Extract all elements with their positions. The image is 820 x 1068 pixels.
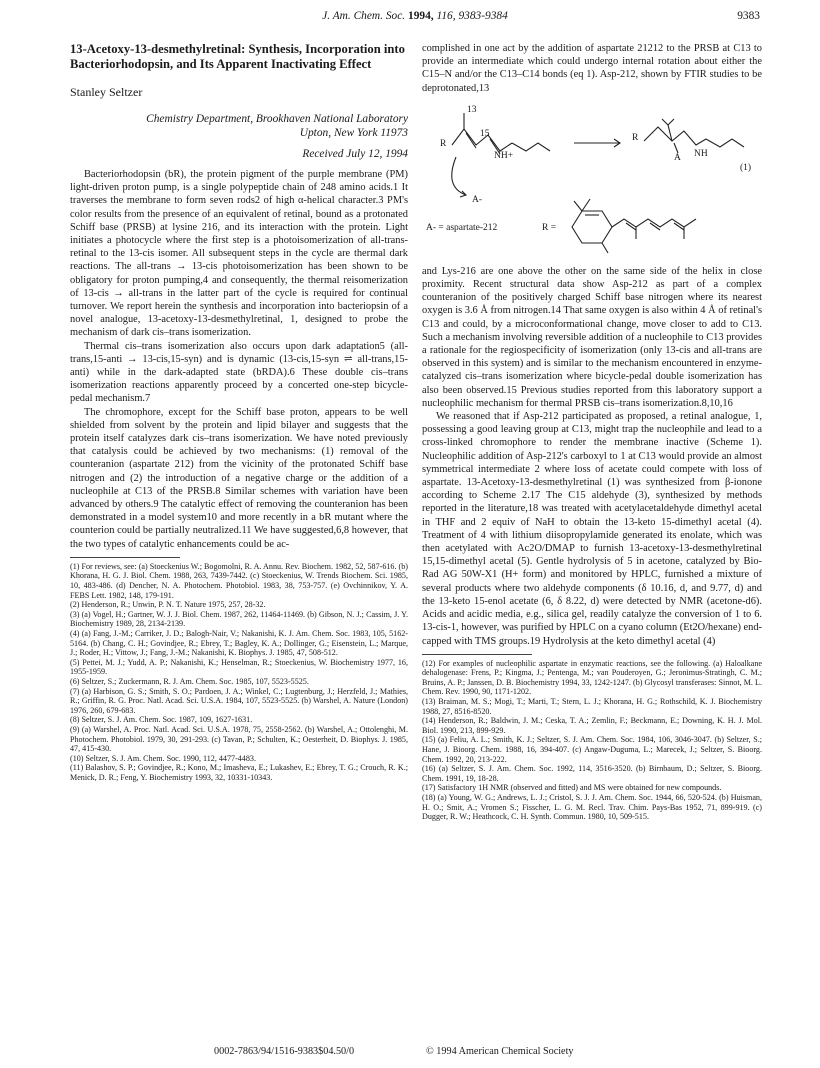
journal-year: 1994, — [408, 10, 434, 22]
journal-pages: 9383-9384 — [458, 10, 508, 22]
footnote: (17) Satisfactory 1H NMR (observed and fitted) and MS were obtained for new compounds. — [422, 783, 722, 793]
footnote: (11) Balashov, S. P.; Govindjee, R.; Kono, M.; Imasheva, E.; Lukashev, E.; Ebrey, T. G.; Crouch, R. K.; Menick, D. R.; Feng, Y. Biochemistry 1993, 32, 10331-10343. — [70, 763, 408, 782]
footnote-rule — [422, 654, 532, 655]
journal-name: J. Am. Chem. Soc. — [322, 10, 406, 22]
footnote: (1) For reviews, see: (a) Stoeckenius W.; Bogomolni, R. A. Annu. Rev. Biochem. 1982, 52, 587-616. (b) Khorana, H. G. J. Biol. Chem. 1988, 263, 7439-7442. (c) Stoeckenius, W. Trends Biochem. Sci. 1985, 10, 483-486. (d) Dencher, N. A. Photochem. Photobiol. 1983, 38, 753-757. (e) Ovchinnikov, Y. A. FEBS Lett. 1982, 148, 179-191. — [70, 561, 408, 600]
paragraph: The chromophore, except for the Schiff base proton, appears to be well shielded from solvent by the protein and lipid bilayer and suggests that the protein itself catalyzes dark cis–trans isomerization. We have noted previously that catalysis could be achieved by two mechanisms: (1) removal of the counteranion (aspartate 212) from the vicinity of the protonated Schiff base nitrogen and (2) the introduction of a negative charge or the addition of a nucleophile at C13 of the PRSB.8 Similar schemes with variation have been advanced by others.9 The catalytic effect of removing the counteranion has been demonstrated in a model system10 and more recently in a bR mutant where the counterion could be partially neutralized.11 We have suggested,6,8 however, that the two types of catalytic enhancements could be ac- — [70, 406, 408, 550]
right-methyl — [662, 119, 674, 125]
paragraph: Bacteriorhodopsin (bR), the protein pigment of the purple membrane (PM) light-driven proton pump, is a single polypeptide chain of 248 amino acids.1 It traverses the membrane to form seven rods2 of high α-helical character.3 PM's color results from the presence of an equivalent of retinal, bound as a protonated Schiff base (PRSB) at lysine 216, and its interaction with the protein. Light initiates a photocycle where the first step is a photoisomerization of all-trans-retinal to the 13-cis isomer. All subsequent steps in the cycle are thermal dark reactions. The all-trans → 13-cis photoisomerization has been shown to be obligatory for proton pumping,4 and consequently, the thermal reisomerization of 13-cis → all-trans in the latter part of the cycle is required for continual turnover. We report herein the synthesis and incorporation into bacteriopsin of a novel analogue, 13-acetoxy-13-desmethylretinal, 1, designed to probe the mechanism of dark cis–trans isomerization. — [70, 169, 408, 339]
r-right-label: R — [632, 132, 639, 143]
r-left-label: R — [440, 138, 447, 149]
right-alkyl-chain — [706, 139, 744, 147]
footnote: (7) (a) Harbison, G. S.; Smith, S. O.; Pardoen, J. A.; Winkel, C.; Lugtenburg, J.; Herzfeld, J.; Mathies, R.; Griffin, R. G. Proc. Natl. Acad. Sci. U.S.A. 1984, 107, 5523-5525. (b) Warshel, A. Nature (London) 1976, 260, 679-683. — [70, 686, 408, 715]
footnote: (10) Seltzer, S. J. Am. Chem. Soc. 1990, 112, 4477-4483. — [70, 753, 256, 763]
footnote: (9) (a) Warshel, A. Proc. Natl. Acad. Sci. U.S.A. 1978, 75, 2558-2562. (b) Warshel, A.; Ottolenghi, M. Photochem. Photobiol. 1979, 30, 291-293. (c) Tavan, P.; Schulten, K.; Oesterheit, D. Biophys. J. 1985, 47, 415-430. — [70, 724, 408, 754]
paragraph: Thermal cis–trans isomerization also occurs upon dark adaptation5 (all-trans,15-anti → 13-cis,15-syn) and is dynamic (13-cis,15-syn ⇌ all-trans,15-anti) while in the dark-adapted state (bRDA).6 These double cis–trans isomerization reactions apparently proceed by a concerted one-step bicycle-pedal mechanism.7 — [70, 340, 408, 405]
journal-citation — [70, 10, 760, 22]
paragraph: complished in one act by the addition of aspartate 21212 to the PRSB at C13 to provide an intermediate which could undergo internal rotation about either the C15–N and/or the C13–C14 bonds (eq 1). Asp-212, shown by FTIR studies to be deprotonated,13 — [422, 43, 762, 94]
c13-label: 13 — [467, 104, 477, 115]
affiliation-line-2: Upton, New York 11973 — [299, 127, 408, 139]
nh-right-label: NH — [694, 148, 708, 159]
article-author: Stanley Seltzer — [70, 85, 143, 99]
footnote: (8) Seltzer, S. J. Am. Chem. Soc. 1987, 109, 1627-1631. — [70, 715, 253, 725]
footnote: (18) (a) Young, W. G.; Andrews, L. J.; Cristol, S. J. J. Am. Chem. Soc. 1944, 66, 520-524. (b) Huisman, H. O.; Smit, A.; Vromen S.; Fisscher, L. G. M. Recl. Trav. Chim. Pays-Bas 1952, 71, 899-919. (c) Dugger, R. W.; Heathcock, C. H. Synth. Commun. 1980, 10, 509-515. — [422, 793, 762, 822]
equation-number: (1) — [740, 162, 752, 173]
journal-volume: 116, — [436, 10, 456, 22]
footnote: (14) Henderson, R.; Baldwin, J. M.; Ceska, T. A.; Zemlin, F.; Beckmann, E.; Downing, K. H. J. Mol. Biol. 1990, 213, 899-929. — [422, 716, 762, 735]
footnote-rule — [70, 557, 180, 558]
affiliation-line-1: Chemistry Department, Brookhaven National Laboratory — [146, 113, 408, 125]
footnote: (15) (a) Feliu, A. L.; Smith, K. J.; Seltzer, S. J. Am. Chem. Soc. 1984, 106, 3046-3047. (b) Seltzer, S.; Hane, J. Bioorg. Chem. 1988, 16, 394-407. (c) Angaw-Duguma, L.; Marecek, J.; Seltzer, S. Bioorg. Chem. 1992, 20, 213-222. — [422, 735, 762, 764]
footnote: (4) (a) Fang, J.-M.; Carriker, J. D.; Balogh-Nair, V.; Nakanishi, K. J. Am. Chem. Soc. 1983, 105, 5162-5164. (b) Chang, C. H.; Govindjee, R.; Ebrey, T.; Bagley, K. A.; Dollinger, G.; Eisenstein, L.; Marque, J.; Roder, H.; Vittow, J.; Fang, J.-M.; Nakanishi, K. Biophys. J. 1985, 47, 508-512. — [70, 629, 408, 658]
a-right-label: A — [674, 152, 681, 163]
footnote: (16) (a) Seltzer, S. J. Am. Chem. Soc. 1992, 114, 3516-3520. (b) Birnbaum, D.; Seltzer, S. Bioorg. Chem. 1991, 19, 18-28. — [422, 764, 762, 783]
footnote: (13) Braiman, M. S.; Mogi, T.; Marti, T.; Stern, L. J.; Khorana, H. G.; Rothschild, K. J. Biochemistry 1988, 27, 8516-8520. — [422, 697, 762, 716]
ring-gem-methyl — [574, 201, 582, 211]
page-number: 9383 — [737, 10, 760, 22]
nh-plus-label: NH+ — [494, 150, 514, 161]
footnote: (3) (a) Vogel, H.; Gartner, W. J. J. Biol. Chem. 1987, 262, 11464-11469. (b) Gibson, N. J.; Cassim, J. Y. Biochemistry 1989, 28, 2134-2139. — [70, 609, 408, 629]
left-alkyl-chain — [512, 143, 550, 151]
footnote: (2) Henderson, R.; Unwin, P. N. T. Nature 1975, 257, 28-32. — [70, 600, 266, 610]
article-title: 13-Acetoxy-13-desmethylretinal: Synthesis, Incorporation into Bacteriorhodopsin, and Its Apparent Inactivating Effect — [70, 42, 405, 71]
article-code: 0002-7863/94/1516-9383$04.50/0 — [214, 1046, 355, 1057]
ring-methyl — [602, 243, 608, 253]
c15-label: 15 — [480, 128, 490, 139]
reaction-diagram — [422, 99, 762, 259]
received-date: Received July 12, 1994 — [302, 148, 408, 160]
right-a-bond — [674, 143, 678, 153]
footnote: (6) Seltzer, S.; Zuckermann, R. J. Am. Chem. Soc. 1985, 107, 5523-5525. — [70, 677, 309, 687]
footnote: (5) Pettei, M. J.; Yudd, A. P.; Nakanishi, K.; Henselman, R.; Stoeckenius, W. Biochemistry 1977, 16, 1955-1959. — [70, 657, 408, 677]
footnote: (12) For examples of nucleophilic aspartate in enzymatic reactions, see the following. (a) Haloalkane dehalogenase: Frens, P.; Kingma, J.; Pentenga, M.; van Pouderoyen, G.; Jeronimus-Stratingh, C. M.; Bruins, A. P.; Janssen, D. B. Biochemistry 1994, 33, 1242-1247. (b) Glycosyl transferases: Sinnot, M. L. Chem. Rev. 1990, 90, 1171-1202. — [422, 658, 762, 697]
ring-gem-methyl — [582, 199, 590, 211]
author-affiliation — [70, 112, 408, 140]
paragraph: We reasoned that if Asp-212 participated as proposed, a retinal analogue, 1, possessing a good leaving group at C13, might trap the nucleophile and lead to a cross-linked chromophore to render the membrane inactive (Scheme 1). Nucleophilic addition of Asp-212's carboxyl to 1 at C13 would provide an almost symmetrical intermediate 2 where loss of acetate could compete with loss of aspartate. 13-Acetoxy-13-desmethylretinal (1) was synthesized from β-ionone according to Scheme 2.17 The C15 aldehyde (3), synthesized by methods reported in the literature,18 was treated with acetylacetaldehyde dimethyl acetal in THF and 2 equiv of NaH to obtain the 13-keto 15-dimethyl acetal (4). Treatment of 4 with lithium diisopropylamide generated its enolate, which was then acetylated with Ac2O/DMAP to furnish 13-acetoxy-13-desmethylretinal 15,15-dimethyl acetal (5). Gentle hydrolysis of 5 in acetone, catalyzed by Bio-Rad AG 50W-X1 (H+ form) and monitored by HPLC, furnished a mixture of several products where two aldehyde components (δ 10.16, d, and 9.77, d) and the 13-keto 15-enol acetate (6, δ 8.22, d) were detected by NMR (acetone-d6). Acids and acidic media, e.g., silica gel, readily catalyze the conversion of 1 to 6. 13-cis-1, however, was purified by HPLC on a cyano column (Et2O/hexane) end-capped with TMS groups.19 Hydrolysis at the keto dimethyl acetal (4) — [422, 411, 762, 647]
left-column — [70, 42, 408, 783]
running-header — [70, 10, 760, 26]
paragraph: and Lys-216 are one above the other on the same side of the helix in close proximity. Recent structural data show Asp-212 as part of a complex counteranion of the positively charged Schiff base nitrogen where its nearest oxygen is 3.6 Å from nitrogen.14 That same oxygen is also within 4 Å of retinal's C13 and could, by a microconformational change, move closer to add to C13. Such a mechanism involving reversible addition of a nucleophile to C13 provides a rationale for the regiospecificity of isomerization (only 13-cis and all-trans are observed in this system) and is similar to the mechanism encountered in enzyme-catalyzed cis–trans isomerization where bicycle-pedal double isomerization has also been observed.15 Previous studies reported from this laboratory support a nucleophilic mechanism for thermal PRSB cis–trans isomerization.8,10,16 — [422, 265, 762, 409]
right-column — [422, 42, 762, 822]
cyclohexene-ring — [572, 211, 612, 243]
curved-arrow — [452, 157, 466, 195]
left-double-bond — [466, 133, 476, 148]
reaction-scheme-eq1 — [422, 99, 762, 259]
a-definition: A- = aspartate-212 — [426, 222, 498, 233]
copyright-notice: © 1994 American Chemical Society — [426, 1046, 574, 1057]
a-minus-label: A- — [472, 194, 483, 205]
r-definition: R = — [542, 222, 557, 233]
right-chain-bond — [644, 127, 706, 145]
